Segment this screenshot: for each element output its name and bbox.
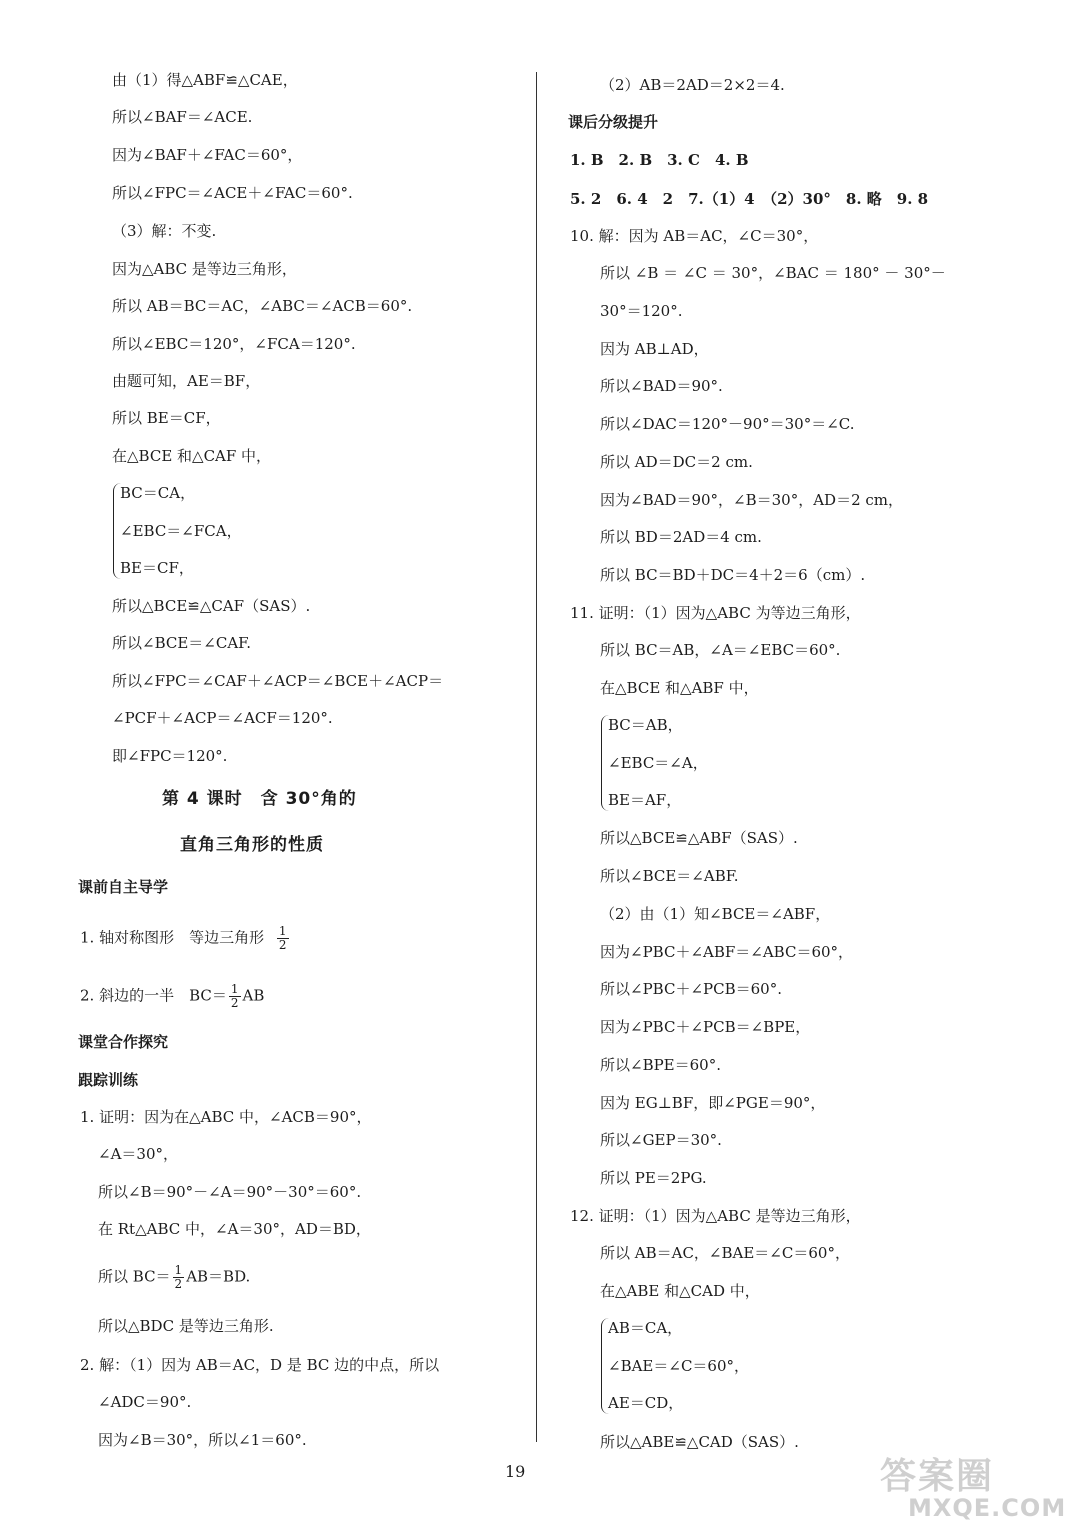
lesson-title: 第 4 课时 含 30°角的 — [162, 789, 357, 809]
section-heading: 课后分级提升 — [568, 113, 659, 131]
text-line: 在 Rt△ABC 中，∠A＝30°，AD＝BD， — [98, 1220, 371, 1238]
text-line: ∠A＝30°， — [98, 1145, 178, 1163]
answer-text: AB — [242, 986, 265, 1005]
text-line: 因为∠PBC＋∠ABF＝∠ABC＝60°， — [600, 943, 854, 961]
text-line: 所以∠PBC＋∠PCB＝60°. — [600, 980, 782, 998]
text-line: 12. 证明：（1）因为△ABC 是等边三角形， — [570, 1207, 861, 1225]
text-line: 所以 AD＝DC＝2 cm. — [600, 453, 753, 471]
watermark-url: MXQE.COM — [908, 1494, 1066, 1522]
text-line: 所以△BCE≌△CAF（SAS）. — [112, 597, 311, 615]
text-line: 在△BCE 和△ABF 中， — [600, 679, 759, 697]
answer-text: AB＝BD. — [186, 1267, 251, 1286]
text-line: 在△BCE 和△CAF 中， — [112, 447, 272, 465]
text-line: 所以∠DAC＝120°－90°＝30°＝∠C. — [600, 415, 855, 433]
system-line: BC＝AB， — [608, 716, 683, 734]
fraction — [229, 983, 241, 1010]
answer-line: 1. B 2. B 3. C 4. B — [570, 151, 749, 169]
answer-line — [80, 983, 264, 1010]
text-line: 所以△BCE≌△ABF（SAS）. — [600, 829, 798, 847]
text-line: 所以∠EBC＝120°，∠FCA＝120°. — [112, 335, 356, 353]
text-line: 所以 BE＝CF， — [112, 409, 221, 427]
text-line: 所以∠FPC＝∠CAF＋∠ACP＝∠BCE＋∠ACP＝ — [112, 672, 444, 690]
text-line: 因为∠B＝30°，所以∠1＝60°. — [98, 1431, 307, 1449]
fraction-denominator: 2 — [174, 1277, 183, 1291]
fraction-denominator: 2 — [278, 938, 287, 952]
text-line: 因为∠PBC＋∠PCB＝∠BPE， — [600, 1018, 811, 1036]
system-line: ∠EBC＝∠FCA， — [120, 522, 242, 540]
section-heading: 跟踪训练 — [78, 1071, 139, 1089]
text-line: 所以 BC＝BD＋DC＝4＋2＝6（cm）. — [600, 566, 866, 584]
text-line: 因为∠BAF＋∠FAC＝60°， — [112, 146, 303, 164]
text-line — [98, 1264, 250, 1291]
fraction-denominator: 2 — [230, 996, 239, 1010]
text-line: 所以△ABE≌△CAD（SAS）. — [600, 1433, 799, 1451]
text-line: 因为 AB⊥AD， — [600, 340, 709, 358]
text-line: （3）解：不变. — [112, 222, 217, 240]
text-line: 30°＝120°. — [600, 302, 683, 320]
system-line: AB＝CA， — [608, 1319, 683, 1337]
text-line: （2）由（1）知∠BCE＝∠ABF， — [600, 905, 831, 923]
text-line: 2. 解：（1）因为 AB＝AC，D 是 BC 边的中点，所以 — [80, 1356, 440, 1374]
text-line: 所以∠BCE＝∠ABF. — [600, 867, 739, 885]
system-line: AE＝CD， — [608, 1394, 684, 1412]
text-line: 所以 ∠B ＝ ∠C ＝ 30°，∠BAC ＝ 180° － 30°－ — [600, 264, 946, 282]
text-line: 所以 BD＝2AD＝4 cm. — [600, 528, 762, 546]
watermark-text: 答案圈 — [880, 1456, 995, 1497]
text-line: 所以∠BCE＝∠CAF. — [112, 634, 252, 652]
text-line: ∠ADC＝90°. — [98, 1393, 192, 1411]
text-line: 所以△BDC 是等边三角形. — [98, 1317, 274, 1335]
text-line: 所以∠BAD＝90°. — [600, 377, 723, 395]
text-line: 10. 解：因为 AB＝AC，∠C＝30°， — [570, 227, 819, 245]
text-line: 1. 证明：因为在△ABC 中，∠ACB＝90°， — [80, 1108, 372, 1126]
page-number: 19 — [505, 1462, 526, 1481]
text-line: 所以 BC＝AB，∠A＝∠EBC＝60°. — [600, 641, 841, 659]
system-line: ∠EBC＝∠A， — [608, 754, 708, 772]
section-heading: 课前自主导学 — [78, 878, 169, 896]
text-line: 11. 证明：（1）因为△ABC 为等边三角形， — [570, 604, 861, 622]
text-line: 在△ABE 和△CAD 中， — [600, 1282, 760, 1300]
text-line: 所以 PE＝2PG. — [600, 1169, 707, 1187]
text-line: 因为△ABC 是等边三角形， — [112, 260, 297, 278]
text-line: 因为 EG⊥BF，即∠PGE＝90°， — [600, 1094, 826, 1112]
fraction — [173, 1264, 185, 1291]
watermark-logo — [880, 1448, 1066, 1528]
answer-line — [80, 925, 291, 952]
fraction — [277, 925, 289, 952]
text-line: 所以∠BAF＝∠ACE. — [112, 108, 253, 126]
text-line: 因为∠BAD＝90°，∠B＝30°，AD＝2 cm， — [600, 491, 904, 509]
answer-line: 5. 2 6. 4 2 7.（1）4 （2）30° 8. 略 9. 8 — [570, 190, 929, 208]
text-line: （2）AB＝2AD＝2×2＝4. — [600, 76, 785, 94]
section-heading: 课堂合作探究 — [78, 1033, 169, 1051]
text-line: 由题可知，AE＝BF， — [112, 372, 261, 390]
answer-text: 1. 轴对称图形 等边三角形 — [80, 928, 265, 947]
text-line: 所以 AB＝AC，∠BAE＝∠C＝60°， — [600, 1244, 850, 1262]
answer-text: 所以 BC＝ — [98, 1267, 171, 1286]
fraction-numerator: 1 — [230, 982, 239, 996]
system-line: BE＝CF， — [120, 559, 194, 577]
system-line: ∠BAE＝∠C＝60°， — [608, 1357, 750, 1375]
lesson-title: 直角三角形的性质 — [180, 835, 324, 855]
system-line: BE＝AF， — [608, 791, 682, 809]
text-line: 所以∠BPE＝60°. — [600, 1056, 721, 1074]
text-line: ∠PCF＋∠ACP＝∠ACF＝120°. — [112, 709, 333, 727]
text-line: 所以∠GEP＝30°. — [600, 1131, 722, 1149]
fraction-numerator: 1 — [278, 924, 287, 938]
text-line: 所以∠B＝90°－∠A＝90°－30°＝60°. — [98, 1183, 362, 1201]
text-line: 所以 AB＝BC＝AC，∠ABC＝∠ACB＝60°. — [112, 297, 413, 315]
system-line: BC＝CA， — [120, 484, 196, 502]
column-divider — [536, 72, 537, 1442]
text-line: 所以∠FPC＝∠ACE＋∠FAC＝60°. — [112, 184, 353, 202]
text-line: 即∠FPC＝120°. — [112, 747, 228, 765]
answer-text: 2. 斜边的一半 BC＝ — [80, 986, 227, 1005]
text-line: 由（1）得△ABF≌△CAE， — [112, 71, 298, 89]
fraction-numerator: 1 — [174, 1263, 183, 1277]
